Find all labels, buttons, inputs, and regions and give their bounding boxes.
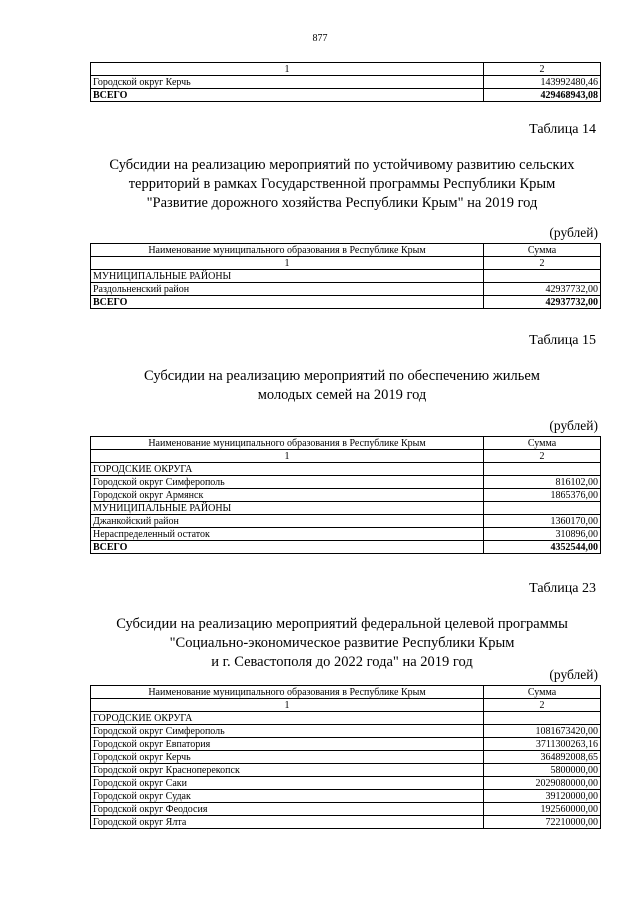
- column-number-row: [91, 450, 601, 463]
- page-number: 877: [312, 33, 328, 44]
- row-name: Раздольненский район: [91, 283, 484, 296]
- header-name: Наименование муниципального образования в Республике Крым: [91, 686, 484, 699]
- table-row: [91, 489, 601, 502]
- row-name: Джанкойский район: [91, 515, 484, 528]
- table-23-unit: (рублей): [549, 667, 598, 682]
- header-name: Наименование муниципального образования в Республике Крым: [91, 244, 484, 257]
- table-15: [90, 436, 601, 554]
- row-sum: 192560000,00: [484, 803, 601, 816]
- row-sum: 816102,00: [484, 476, 601, 489]
- column-number-1: 1: [91, 699, 484, 712]
- section-row: [91, 502, 601, 515]
- column-number-2: 2: [484, 63, 601, 76]
- section-empty: [484, 502, 601, 515]
- table-23: [90, 685, 601, 829]
- section-row: [91, 463, 601, 476]
- table-row: [91, 803, 601, 816]
- row-name: Городской округ Армянск: [91, 489, 484, 502]
- table-23-label: Таблица 23: [529, 581, 596, 596]
- total-sum: 42937732,00: [484, 296, 601, 309]
- header-sum: Сумма: [484, 244, 601, 257]
- row-name: Городской округ Феодосия: [91, 803, 484, 816]
- column-number-1: 1: [91, 63, 484, 76]
- section-row: [91, 712, 601, 725]
- table-15-label: Таблица 15: [529, 333, 596, 348]
- title-line: Субсидии на реализацию мероприятий по устойчивому развитию сельских: [109, 157, 575, 173]
- row-name: Городской округ Керчь: [91, 751, 484, 764]
- row-sum: 310896,00: [484, 528, 601, 541]
- column-number-row: [91, 257, 601, 270]
- table-row: [91, 790, 601, 803]
- row-sum: 2029080000,00: [484, 777, 601, 790]
- total-row: [91, 296, 601, 309]
- total-sum: 429468943,08: [484, 89, 601, 102]
- column-number-2: 2: [484, 699, 601, 712]
- row-sum: 3711300263,16: [484, 738, 601, 751]
- table-row: [91, 751, 601, 764]
- column-number-1: 1: [91, 450, 484, 463]
- row-sum: 5800000,00: [484, 764, 601, 777]
- row-name: Городской округ Керчь: [91, 76, 484, 89]
- row-sum: 72210000,00: [484, 816, 601, 829]
- row-name: Городской округ Судак: [91, 790, 484, 803]
- total-label: ВСЕГО: [91, 296, 484, 309]
- row-name: Городской округ Евпатория: [91, 738, 484, 751]
- title-line: и г. Севастополя до 2022 года" на 2019 год: [211, 654, 473, 670]
- total-label: ВСЕГО: [91, 89, 484, 102]
- table-15-title: [60, 367, 624, 405]
- table-row: [91, 816, 601, 829]
- row-sum: 364892008,65: [484, 751, 601, 764]
- section-title: ГОРОДСКИЕ ОКРУГА: [91, 712, 484, 725]
- header-sum: Сумма: [484, 437, 601, 450]
- row-name: Городской округ Симферополь: [91, 725, 484, 738]
- row-name: Городской округ Саки: [91, 777, 484, 790]
- total-row: [91, 89, 601, 102]
- section-title: ГОРОДСКИЕ ОКРУГА: [91, 463, 484, 476]
- row-sum: 143992480,46: [484, 76, 601, 89]
- total-row: [91, 541, 601, 554]
- section-empty: [484, 712, 601, 725]
- row-sum: 1360170,00: [484, 515, 601, 528]
- column-number-1: 1: [91, 257, 484, 270]
- table-row: [91, 725, 601, 738]
- table-15-unit: (рублей): [549, 418, 598, 433]
- row-sum: 39120000,00: [484, 790, 601, 803]
- row-name: Нераспределенный остаток: [91, 528, 484, 541]
- column-number-2: 2: [484, 257, 601, 270]
- section-title: МУНИЦИПАЛЬНЫЕ РАЙОНЫ: [91, 270, 484, 283]
- table-row: [91, 476, 601, 489]
- table-row: [91, 283, 601, 296]
- title-line: "Социально-экономическое развитие Республики Крым: [169, 635, 515, 651]
- section-title: МУНИЦИПАЛЬНЫЕ РАЙОНЫ: [91, 502, 484, 515]
- table-14-label: Таблица 14: [529, 122, 596, 137]
- table-row: [91, 738, 601, 751]
- section-empty: [484, 463, 601, 476]
- header-sum: Сумма: [484, 686, 601, 699]
- row-sum: 1865376,00: [484, 489, 601, 502]
- column-number-2: 2: [484, 450, 601, 463]
- table-row: [91, 76, 601, 89]
- table-14: [90, 243, 601, 309]
- total-sum: 4352544,00: [484, 541, 601, 554]
- header-row: [91, 437, 601, 450]
- column-number-row: [91, 63, 601, 76]
- title-line: "Развитие дорожного хозяйства Республики Крым" на 2019 год: [146, 195, 538, 211]
- header-row: [91, 686, 601, 699]
- column-number-row: [91, 699, 601, 712]
- table-row: [91, 528, 601, 541]
- table-row: [91, 764, 601, 777]
- row-sum: 42937732,00: [484, 283, 601, 296]
- continuation-table: [90, 62, 601, 102]
- section-empty: [484, 270, 601, 283]
- title-line: Субсидии на реализацию мероприятий федеральной целевой программы: [116, 616, 568, 632]
- table-14-unit: (рублей): [549, 225, 598, 240]
- row-sum: 1081673420,00: [484, 725, 601, 738]
- table-23-title: [60, 615, 624, 672]
- row-name: Городской округ Красноперекопск: [91, 764, 484, 777]
- table-row: [91, 777, 601, 790]
- row-name: Городской округ Симферополь: [91, 476, 484, 489]
- row-name: Городской округ Ялта: [91, 816, 484, 829]
- title-line: молодых семей на 2019 год: [257, 387, 427, 403]
- title-line: Субсидии на реализацию мероприятий по обеспечению жильем: [144, 368, 540, 384]
- table-row: [91, 515, 601, 528]
- total-label: ВСЕГО: [91, 541, 484, 554]
- table-14-title: [60, 156, 624, 213]
- header-name: Наименование муниципального образования в Республике Крым: [91, 437, 484, 450]
- header-row: [91, 244, 601, 257]
- section-row: [91, 270, 601, 283]
- title-line: территорий в рамках Государственной программы Республики Крым: [128, 176, 556, 192]
